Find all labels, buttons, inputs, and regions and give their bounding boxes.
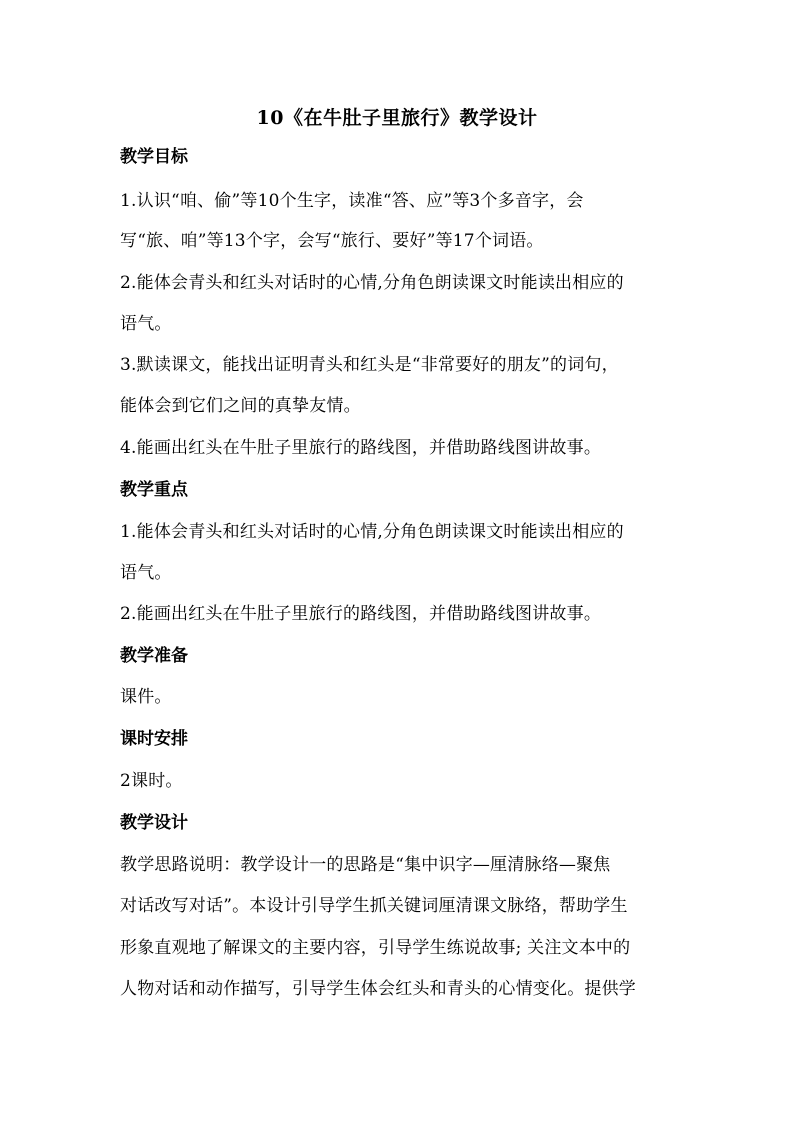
design-line: 教学思路说明：教学设计一的思路是“集中识字—厘清脉络—聚焦 <box>120 855 611 875</box>
objectives-line: 能体会到它们之间的真挚友情。 <box>120 396 361 416</box>
objectives-line: 语气。 <box>120 314 172 334</box>
design-line: 对话改写对话”。本设计引导学生抓关键词厘清课文脉络，帮助学生 <box>120 896 628 916</box>
objectives-line: 写“旅、咱”等13个字，会写“旅行、要好”等17个词语。 <box>120 231 544 251</box>
key-points-line: 2.能画出红头在牛肚子里旅行的路线图，并借助路线图讲故事。 <box>120 604 602 624</box>
key-points-line: 语气。 <box>120 563 172 583</box>
section-heading-key-points: 教学重点 <box>120 480 188 500</box>
objectives-line: 4.能画出红头在牛肚子里旅行的路线图，并借助路线图讲故事。 <box>120 438 602 458</box>
key-points-line: 1.能体会青头和红头对话时的心情,分角色朗读课文时能读出相应的 <box>120 522 624 542</box>
objectives-line: 2.能体会青头和红头对话时的心情,分角色朗读课文时能读出相应的 <box>120 273 624 293</box>
schedule-line: 2课时。 <box>120 771 183 791</box>
preparation-line: 课件。 <box>120 687 172 707</box>
section-heading-objectives: 教学目标 <box>120 147 188 167</box>
document-title: 10《在牛肚子里旅行》教学设计 <box>256 107 538 129</box>
section-heading-design: 教学设计 <box>120 813 188 833</box>
objectives-line: 1.认识“咱、偷”等10个生字，读准“答、应”等3个多音字，会 <box>120 191 584 211</box>
section-heading-schedule: 课时安排 <box>120 729 188 749</box>
objectives-line: 3.默读课文，能找出证明青头和红头是“非常要好的朋友”的词句， <box>120 355 619 375</box>
design-line: 形象直观地了解课文的主要内容，引导学生练说故事; 关注文本中的 <box>120 938 631 958</box>
section-heading-preparation: 教学准备 <box>120 646 188 666</box>
design-line: 人物对话和动作描写，引导学生体会红头和青头的心情变化。提供学 <box>120 979 636 999</box>
